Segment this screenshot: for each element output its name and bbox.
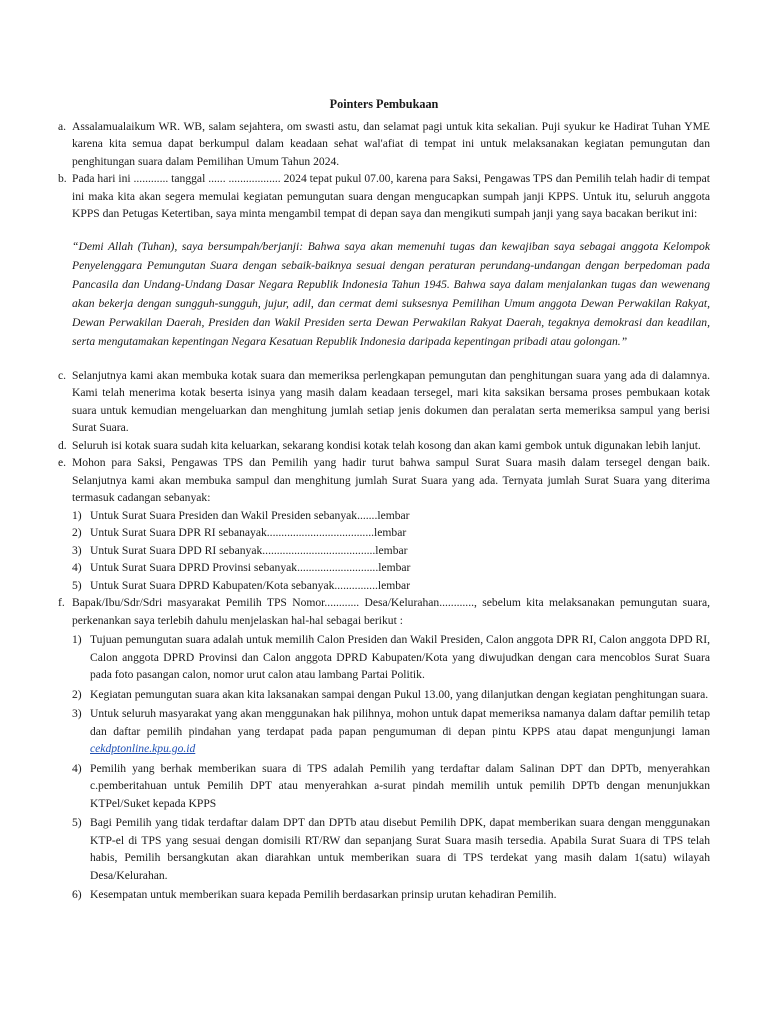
- sub-text: Untuk seluruh masyarakat yang akan menggunakan hak pilihnya, mohon untuk dapat memeriksa namanya dalam daftar pemilih tetap dan daftar pemilih pindahan yang terdapat pada papan pengumuman di depan pintu KPPS atau dapat mengunjungi laman: [90, 707, 710, 738]
- sub-text: Untuk Surat Suara Presiden dan Wakil Presiden sebanyak.......lembar: [90, 508, 410, 522]
- explanation-item: [72, 814, 710, 884]
- explanation-item: [72, 760, 710, 813]
- point-b: [58, 170, 710, 223]
- explanation-item: [72, 705, 710, 758]
- point-text: Bapak/Ibu/Sdr/Sdri masyarakat Pemilih TPS Nomor............ Desa/Kelurahan............, sebelum kita melaksanakan pemungutan suara, perkenankan saya terlebih dahulu menjelaskan hal-hal sebagai berikut :: [72, 596, 710, 627]
- explanation-item: [72, 686, 710, 704]
- point-text: Seluruh isi kotak suara sudah kita keluarkan, sekarang kondisi kotak telah kosong dan akan kami gembok untuk digunakan lebih lanjut.: [72, 438, 701, 452]
- point-marker: a.: [58, 119, 67, 133]
- ballot-count-item: [72, 507, 710, 525]
- sub-marker: 2): [72, 687, 82, 701]
- point-marker: d.: [58, 438, 67, 452]
- sub-text: Kesempatan untuk memberikan suara kepada Pemilih berdasarkan prinsip urutan kehadiran Pemilih.: [90, 888, 557, 901]
- oath-text: “Demi Allah (Tuhan), saya bersumpah/berjanji: Bahwa saya akan memenuhi tugas dan kewajiban saya sebagai anggota Kelompok Penyelenggara Pemungutan Suara dengan sebaik-baiknya sesuai dengan peraturan perundang-undangan dengan berpedoman pada Pancasila dan Undang-Undang Dasar Negara Republik Indonesia Tahun 1945. Bahwa saya dalam menjalankan tugas dan wewenang akan bekerja dengan sungguh-sungguh, jujur, adil, dan cermat demi suksesnya Pemilihan Umum anggota Dewan Perwakilan Rakyat, Dewan Perwakilan Daerah, Presiden dan Wakil Presiden serta Dewan Perwakilan Rakyat Daerah, tegaknya demokrasi dan keadilan, serta mengutamakan kepentingan Negara Kesatuan Republik Indonesia daripada kepentingan pribadi atau golongan.”: [72, 239, 710, 348]
- point-marker: c.: [58, 368, 67, 382]
- point-marker: e.: [58, 456, 67, 469]
- sub-text: Untuk Surat Suara DPRD Kabupaten/Kota sebanyak...............lembar: [90, 578, 411, 592]
- point-f: [58, 594, 710, 629]
- point-text: Pada hari ini ............ tanggal ...... .................. 2024 tepat pukul 07.00, karena para Saksi, Pengawas TPS dan Pemilih telah hadir di tempat ini maka kita akan segera memulai kegiatan pemungutan suara dengan mengucapkan sumpah janji KPPS. Untuk itu, seluruh anggota KPPS dan Petugas Ketertiban, saya minta mengambil tempat di depan saya dan mengikuti sumpah janji yang saya bacakan berikut ini:: [72, 172, 710, 220]
- sub-marker: 1): [72, 508, 82, 522]
- ballot-count-item: [72, 559, 710, 577]
- point-e: [58, 454, 710, 507]
- ballot-count-item: [72, 542, 710, 560]
- ballot-count-item: [72, 577, 710, 595]
- explanation-item: [72, 886, 710, 904]
- ballot-count-item: [72, 524, 710, 542]
- sub-marker: 4): [72, 561, 82, 574]
- point-a: [58, 118, 710, 171]
- sub-text: Tujuan pemungutan suara adalah untuk memilih Calon Presiden dan Wakil Presiden, Calon anggota DPR RI, Calon anggota DPD RI, Calon anggota DPRD Provinsi dan Calon anggota DPRD Kabupaten/Kota yang diwujudkan dengan cara mencoblos Surat Suara pada foto pasangan calon, nomor urut calon atau lambang Partai Politik.: [90, 633, 710, 681]
- sub-marker: 6): [72, 888, 82, 901]
- point-d: [58, 437, 710, 455]
- sub-marker: 5): [72, 578, 82, 592]
- document-title: Pointers Pembukaan: [329, 97, 439, 111]
- point-marker: f.: [58, 596, 65, 609]
- point-text: Selanjutnya kami akan membuka kotak suara dan memeriksa perlengkapan pemungutan dan penghitungan suara yang ada di dalamnya. Kami telah menerima kotak beserta isinya yang masih dalam keadaan tersegel, mari kita saksikan bersama proses pembukaan kotak suara untuk kemudian mengeluarkan dan menghitung jumlah setiap jenis dokumen dan peralatan serta memeriksa sampul yang berisi Surat Suara.: [72, 368, 710, 434]
- sub-text: Bagi Pemilih yang tidak terdaftar dalam DPT dan DPTb atau disebut Pemilih DPK, dapat memberikan suara dengan menggunakan KTP-el di TPS yang sesuai dengan domisili RT/RW dan sepanjang Surat Suara masih tersedia. Apabila Surat Suara di TPS telah habis, Pemilih bersangkutan akan diarahkan untuk memberikan suara di TPS terdekat yang masih dalam 1(satu) wilayah Desa/Kelurahan.: [90, 816, 710, 882]
- sub-text: Untuk Surat Suara DPR RI sebanayak.....................................lembar: [90, 526, 407, 539]
- sub-marker: 4): [72, 761, 82, 775]
- sub-text: Pemilih yang berhak memberikan suara di TPS adalah Pemilih yang terdaftar dalam Salinan DPT dan DPTb, menyerahkan c.pemberitahuan untuk Pemilih DPT atau menyerahkan a-surat pindah memilih untuk pemilih DPTb dengan menunjukkan KTPel/Suket kepada KPPS: [90, 761, 710, 810]
- sub-marker: 5): [72, 816, 82, 829]
- sub-marker: 3): [72, 543, 82, 557]
- sub-text: Untuk Surat Suara DPRD Provinsi sebanyak............................lembar: [90, 561, 411, 574]
- point-text: Assalamualaikum WR. WB, salam sejahtera, om swasti astu, dan selamat pagi untuk kita sekalian. Puji syukur ke Hadirat Tuhan YME karena kita semua dapat berkumpul dalam keadaan sehat wal'afiat di tempat ini untuk melaksanakan kegiatan pemungutan dan penghitungan suara dalam Pemilihan Umum Tahun 2024.: [72, 119, 710, 168]
- explanation-item: [72, 631, 710, 684]
- point-c: [58, 367, 710, 437]
- sub-marker: 3): [72, 707, 82, 720]
- sub-marker: 1): [72, 633, 82, 646]
- sub-text: Untuk Surat Suara DPD RI sebanyak.......................................lembar: [90, 543, 408, 557]
- point-text: Mohon para Saksi, Pengawas TPS dan Pemilih yang hadir turut bahwa sampul Surat Suara masih dalam tersegel dengan baik. Selanjutnya kami akan membuka sampul dan menghitung jumlah Surat Suara yang ada. Ternyata jumlah Surat Suara yang diterima termasuk cadangan sebanyak:: [72, 456, 710, 504]
- sub-text: Kegiatan pemungutan suara akan kita laksanakan sampai dengan Pukul 13.00, yang dilanjutkan dengan kegiatan penghitungan suara.: [90, 687, 709, 701]
- sub-marker: 2): [72, 526, 82, 539]
- sub-text-wrapper: [90, 705, 710, 758]
- point-marker: b.: [58, 172, 67, 185]
- cekdptonline-link[interactable]: cekdptonline.kpu.go.id: [90, 742, 196, 755]
